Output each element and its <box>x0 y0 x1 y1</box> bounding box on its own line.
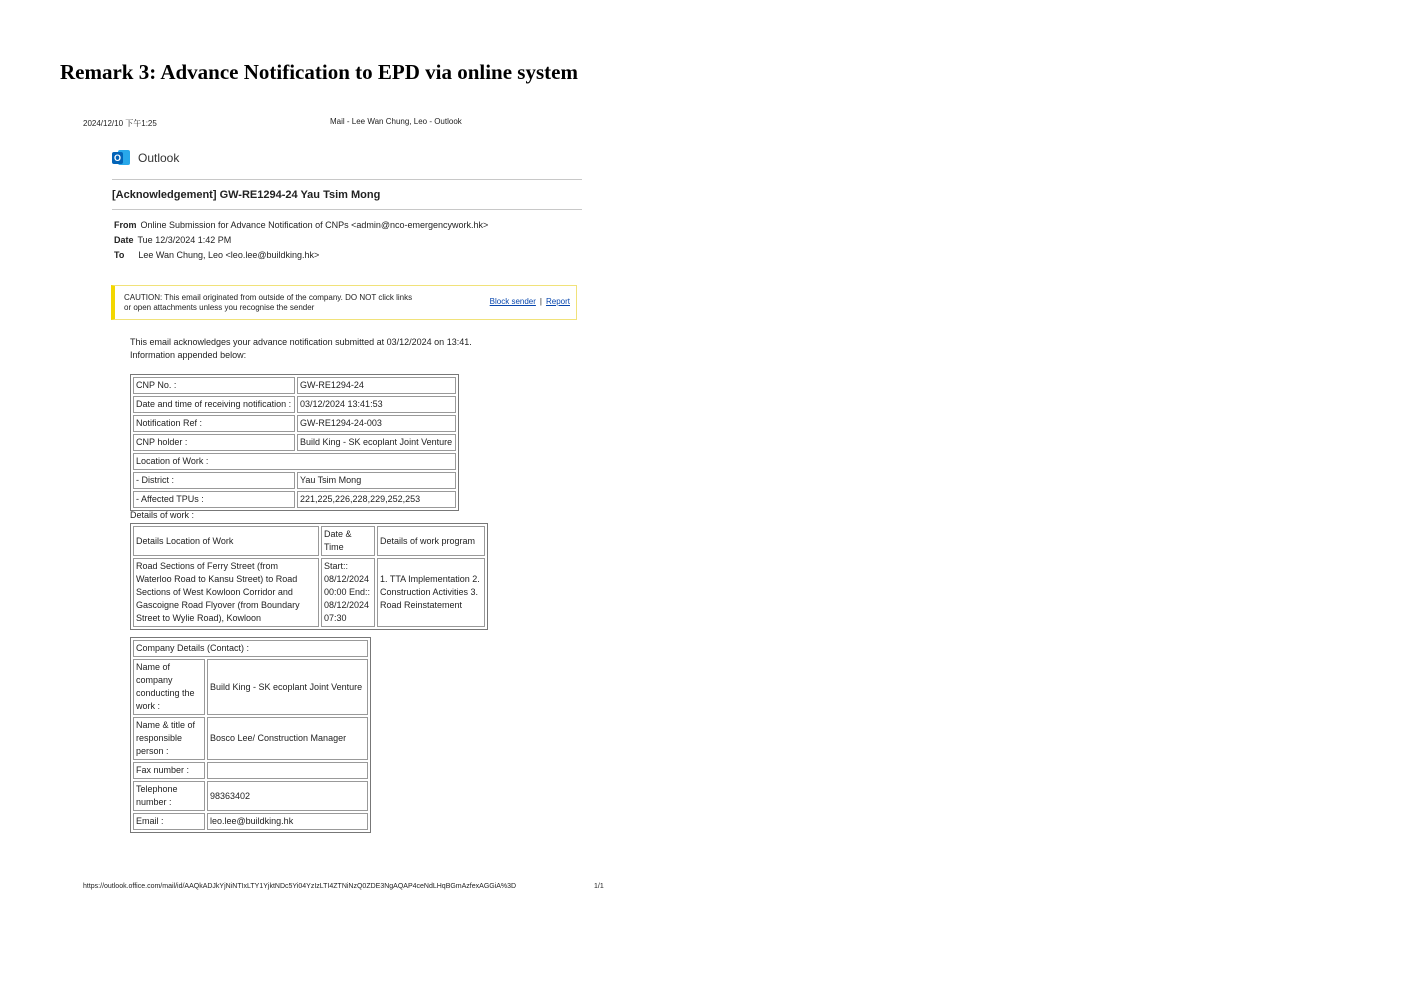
email-date-row <box>114 235 231 245</box>
table-cell-label: Name of company conducting the work : <box>133 659 205 715</box>
table-cell-value: 221,225,226,228,229,252,253 <box>297 491 456 508</box>
outlook-brand-name: Outlook <box>138 151 180 165</box>
block-sender-link[interactable]: Block sender <box>489 297 536 306</box>
table-cell-label: Name & title of responsible person : <box>133 717 205 760</box>
table-cell-value: Bosco Lee/ Construction Manager <box>207 717 368 760</box>
table-cell-value: GW-RE1294-24-003 <box>297 415 456 432</box>
table-row <box>133 453 456 470</box>
table-cell-label: Notification Ref : <box>133 415 295 432</box>
table-cell-value: 03/12/2024 13:41:53 <box>297 396 456 413</box>
table-cell-label: Date and time of receiving notification : <box>133 396 295 413</box>
email-to-value: Lee Wan Chung, Leo <leo.lee@buildking.hk> <box>138 250 320 260</box>
print-footer-url: https://outlook.office.com/mail/id/AAQkADJkYjNiNTIxLTY1YjktNDc5Yi04YzIzLTI4ZTNiNzQ0ZDE3NgAQAP4ceNdLHqBGmAzfexAGGiA%3D <box>83 883 517 890</box>
table-header-cell: Details of work program <box>377 526 485 556</box>
table-cell-location: Road Sections of Ferry Street (from Waterloo Road to Kansu Street) to Road Sections of West Kowloon Corridor and Gascoigne Road Flyover (from Boundary Street to Wylie Road), Kowloon <box>133 558 319 627</box>
table-cell-datetime: Start:: 08/12/2024 00:00 End:: 08/12/2024 07:30 <box>321 558 375 627</box>
table-header-row <box>133 526 485 556</box>
divider <box>112 209 582 210</box>
email-from-value: Online Submission for Advance Notification of CNPs <admin@nco-emergencywork.hk> <box>140 220 489 230</box>
report-link[interactable]: Report <box>545 297 570 306</box>
details-of-work-table <box>130 523 488 630</box>
caution-text: CAUTION: This email originated from outside of the company. DO NOT click links or open attachments unless you recognise the sender <box>124 293 413 312</box>
table-row <box>133 415 456 432</box>
caution-banner <box>111 285 577 320</box>
email-intro: This email acknowledges your advance notification submitted at 03/12/2024 on 13:41. Information appended below: <box>130 337 472 360</box>
remark-title: Remark 3: Advance Notification to EPD via online system <box>60 60 578 84</box>
table-row <box>133 781 368 811</box>
table-cell-label: - Affected TPUs : <box>133 491 295 508</box>
table-row <box>133 377 456 394</box>
table-header-cell: Date & Time <box>321 526 375 556</box>
email-subject: [Acknowledgement] GW-RE1294-24 Yau Tsim Mong <box>112 189 381 201</box>
table-cell-value: leo.lee@buildking.hk <box>207 813 368 830</box>
company-details-table <box>130 637 371 833</box>
table-cell-value: Build King - SK ecoplant Joint Venture <box>297 434 456 451</box>
table-header-row <box>133 640 368 657</box>
table-row <box>133 762 368 779</box>
table-cell-label: - District : <box>133 472 295 489</box>
email-to-row <box>114 250 319 260</box>
table-cell-label: Telephone number : <box>133 781 205 811</box>
table-cell-value: Build King - SK ecoplant Joint Venture <box>207 659 368 715</box>
table-cell-value <box>207 762 368 779</box>
table-row <box>133 717 368 760</box>
email-from-row <box>114 220 488 230</box>
email-date-value: Tue 12/3/2024 1:42 PM <box>137 235 232 245</box>
email-date-label: Date <box>114 235 134 245</box>
email-to-label: To <box>114 250 125 260</box>
table-cell-label: Email : <box>133 813 205 830</box>
print-footer-page-number: 1/1 <box>594 883 604 890</box>
table-header-cell: Company Details (Contact) : <box>133 640 368 657</box>
table-header-cell: Details Location of Work <box>133 526 319 556</box>
table-cell-program: 1. TTA Implementation 2. Construction Activities 3. Road Reinstatement <box>377 558 485 627</box>
divider <box>112 179 582 180</box>
table-cell-value: GW-RE1294-24 <box>297 377 456 394</box>
table-row <box>133 472 456 489</box>
table-cell-label: Fax number : <box>133 762 205 779</box>
table-cell-label: CNP No. : <box>133 377 295 394</box>
table-row <box>133 813 368 830</box>
table-cell-value: Yau Tsim Mong <box>297 472 456 489</box>
outlook-brand <box>112 149 179 167</box>
table-cell-label: CNP holder : <box>133 434 295 451</box>
table-cell-value: 98363402 <box>207 781 368 811</box>
notification-table <box>130 374 459 511</box>
caution-links: Block sender | Report <box>489 297 570 306</box>
table-row <box>133 659 368 715</box>
table-row <box>133 558 485 627</box>
details-of-work-label: Details of work : <box>130 510 195 520</box>
table-row <box>133 491 456 508</box>
email-from-label: From <box>114 220 137 230</box>
outlook-logo-icon: O <box>112 149 130 167</box>
table-cell-label: Location of Work : <box>133 453 456 470</box>
print-header-datetime: 2024/12/10 下午1:25 <box>83 119 157 128</box>
table-row <box>133 396 456 413</box>
print-header-title: Mail - Lee Wan Chung, Leo - Outlook <box>330 117 462 126</box>
table-row <box>133 434 456 451</box>
